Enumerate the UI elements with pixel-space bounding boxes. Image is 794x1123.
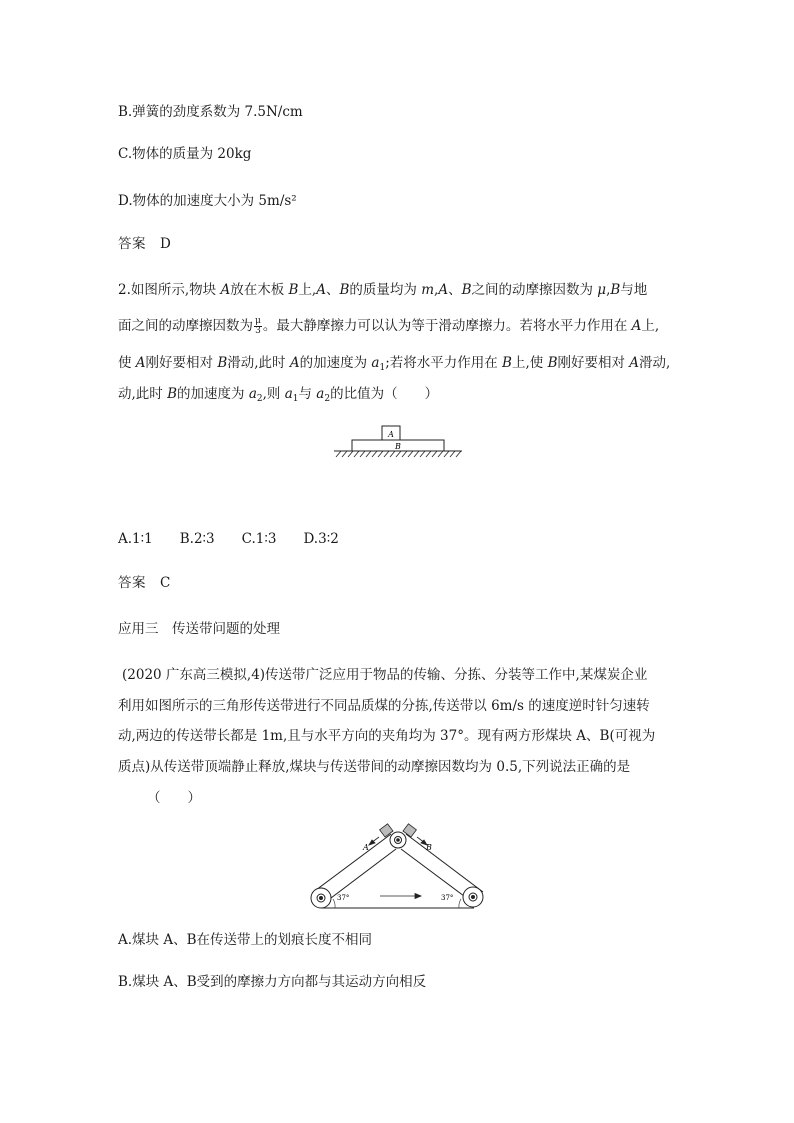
q3-line-2: 利用如图所示的三角形传送带进行不同品质煤的分拣,传送带以 6m/s 的速度逆时针匀速转 — [118, 698, 650, 714]
option-d-previous: D.物体的加速度大小为 5m/s² — [118, 193, 297, 209]
label-a: A — [363, 843, 369, 852]
coal-block-a — [380, 824, 393, 837]
section-title: 应用三 传送带问题的处理 — [118, 621, 280, 637]
conveyor-figure — [305, 820, 490, 912]
friction-fraction: $\frac{\mu}{3}$ — [255, 316, 261, 336]
ground-hatching — [336, 451, 461, 457]
angle-arc-right — [459, 899, 461, 908]
q2-line-4: 动,此时 B的加速度为 $a_2$,则 $a_1$与 $a_2$的比值为（ ） — [118, 386, 439, 404]
q3-line-4: 质点)从传送带顶端静止释放,煤块与传送带间的动摩擦因数均为 0.5,下列说法正确的是 — [118, 759, 631, 775]
q3-line-5: （ ） — [147, 790, 201, 806]
pulley-right — [463, 887, 483, 907]
q2-line-3: 使 A刚好要相对 B滑动,此时 A的加速度为 $a_1$;若将水平力作用在 B上,使 B刚好要相对 A滑动, — [118, 355, 671, 373]
angle-arc-left — [333, 899, 335, 908]
q2-choices: A.1∶1 B.2∶3 C.1∶3 D.3∶2 — [118, 531, 339, 547]
label-b: B — [426, 843, 432, 852]
q2-line-2: 面之间的动摩擦因数为 $\frac{\mu}{3}$ 。最大静摩擦力可以认为等于滑动摩擦力。若将水平力作用在 A上, — [118, 316, 660, 336]
angle-right-label: 37° — [441, 894, 454, 902]
q3-line-1: (2020 广东高三模拟,4)传送带广泛应用于物品的传输、分拣、分装等工作中,某煤炭企业 — [122, 667, 648, 683]
q3-line-3: 动,两边的传送带长都是 1m,且与水平方向的夹角均为 37°。现有两方形煤块 A、B(可视为 — [118, 728, 656, 744]
answer-2: 答案 C — [118, 575, 171, 591]
pulley-top — [390, 832, 406, 848]
option-c-previous: C.物体的质量为 20kg — [118, 146, 252, 162]
belt-direction-arrow — [380, 894, 421, 899]
answer-1: 答案 D — [118, 236, 172, 252]
coal-block-b — [403, 824, 416, 837]
block-a-label: A — [388, 430, 394, 439]
option-b-previous: B.弹簧的劲度系数为 7.5N/cm — [118, 104, 303, 120]
q3-option-b: B.煤块 A、B受到的摩擦力方向都与其运动方向相反 — [118, 974, 427, 990]
pulley-left — [311, 888, 331, 908]
q3-option-a: A.煤块 A、B在传送带上的划痕长度不相同 — [118, 932, 373, 948]
q2-line-1: 2.如图所示,物块 A放在木板 B上,A、B的质量均为 m,A、B之间的动摩擦因数为 μ,B与地 — [118, 282, 648, 298]
board-b-label: B — [395, 442, 401, 451]
angle-left-label: 37° — [337, 894, 350, 902]
block-board-figure — [330, 420, 465, 465]
